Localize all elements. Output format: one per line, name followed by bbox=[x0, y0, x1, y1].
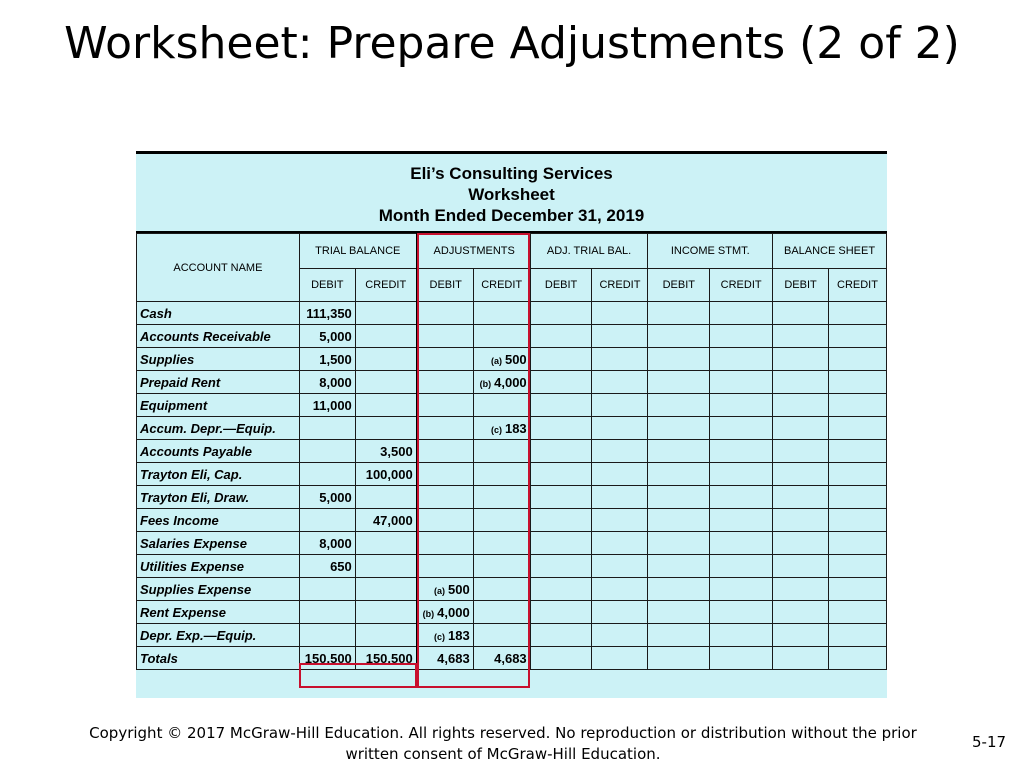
adj-debit-cell bbox=[417, 463, 473, 486]
adj-credit-cell bbox=[473, 601, 530, 624]
tb-debit-cell: 8,000 bbox=[299, 532, 355, 555]
adj-debit-cell bbox=[417, 624, 473, 647]
slide-title: Worksheet: Prepare Adjustments (2 of 2) bbox=[64, 18, 960, 69]
bs-credit-cell bbox=[828, 463, 886, 486]
atb-debit-cell bbox=[530, 440, 592, 463]
is-credit-cell bbox=[710, 647, 773, 670]
adj-debit-cell bbox=[417, 578, 473, 601]
trial-balance-header: TRIAL BALANCE bbox=[299, 234, 417, 269]
table-row bbox=[137, 532, 887, 555]
is-credit-cell bbox=[710, 302, 773, 325]
adj-debit-cell bbox=[417, 440, 473, 463]
tb-credit-cell bbox=[355, 486, 417, 509]
adj-credit-cell bbox=[473, 532, 530, 555]
atb-debit-cell bbox=[530, 348, 592, 371]
tb-debit-cell bbox=[299, 417, 355, 440]
account-name-cell: Prepaid Rent bbox=[137, 371, 300, 394]
account-name-cell: Trayton Eli, Cap. bbox=[137, 463, 300, 486]
tb-debit-header: DEBIT bbox=[299, 269, 355, 302]
worksheet-period: Month Ended December 31, 2019 bbox=[378, 206, 645, 225]
is-credit-cell bbox=[710, 578, 773, 601]
atb-debit-cell bbox=[530, 371, 592, 394]
atb-credit-cell bbox=[592, 624, 648, 647]
atb-debit-cell bbox=[530, 394, 592, 417]
adj-credit-cell bbox=[473, 348, 530, 371]
table-row bbox=[137, 601, 887, 624]
tb-credit-cell bbox=[355, 624, 417, 647]
tb-credit-cell: 100,000 bbox=[355, 463, 417, 486]
bs-credit-header: CREDIT bbox=[828, 269, 886, 302]
tb-credit-cell: 150,500 bbox=[355, 647, 417, 670]
atb-credit-cell bbox=[592, 394, 648, 417]
adjustment-letter: (c) bbox=[490, 424, 502, 435]
bs-debit-cell bbox=[773, 348, 829, 371]
bs-debit-cell bbox=[773, 624, 829, 647]
tb-debit-cell: 650 bbox=[299, 555, 355, 578]
is-credit-cell bbox=[710, 325, 773, 348]
bs-credit-cell bbox=[828, 601, 886, 624]
page-number: 5-17 bbox=[972, 733, 1007, 751]
is-debit-cell bbox=[648, 417, 710, 440]
is-debit-cell bbox=[648, 578, 710, 601]
adjustment-amount: 500 bbox=[504, 351, 527, 367]
adjustment-letter: (a) bbox=[490, 355, 502, 366]
atb-debit-cell bbox=[530, 532, 592, 555]
bs-credit-cell bbox=[828, 371, 886, 394]
adjustment-letter: (a) bbox=[434, 585, 445, 596]
adj-debit-cell bbox=[417, 486, 473, 509]
tb-credit-header: CREDIT bbox=[355, 269, 417, 302]
is-debit-cell bbox=[648, 463, 710, 486]
worksheet-title: Worksheet bbox=[468, 185, 555, 204]
is-credit-cell bbox=[710, 486, 773, 509]
is-credit-cell bbox=[710, 463, 773, 486]
table-row bbox=[137, 463, 887, 486]
bs-credit-cell bbox=[828, 509, 886, 532]
adj-trial-balance-header: ADJ. TRIAL BAL. bbox=[530, 234, 648, 269]
bs-debit-cell bbox=[773, 509, 829, 532]
is-credit-cell bbox=[710, 371, 773, 394]
adjustments-header: ADJUSTMENTS bbox=[417, 234, 530, 269]
tb-credit-cell bbox=[355, 578, 417, 601]
adj-debit-cell bbox=[417, 371, 473, 394]
is-debit-header: DEBIT bbox=[648, 269, 710, 302]
adj-credit-cell bbox=[473, 624, 530, 647]
adj-debit-cell bbox=[417, 555, 473, 578]
adj-debit-cell bbox=[417, 601, 473, 624]
account-name-cell: Depr. Exp.—Equip. bbox=[137, 624, 300, 647]
tb-debit-cell bbox=[299, 624, 355, 647]
bs-credit-cell bbox=[828, 348, 886, 371]
atb-debit-cell bbox=[530, 417, 592, 440]
header-row-groups bbox=[137, 234, 887, 269]
adjustment-amount: 183 bbox=[448, 627, 470, 643]
bs-debit-cell bbox=[773, 417, 829, 440]
is-debit-cell bbox=[648, 624, 710, 647]
is-debit-cell bbox=[648, 371, 710, 394]
tb-debit-cell: 150,500 bbox=[299, 647, 355, 670]
table-row bbox=[137, 348, 887, 371]
bs-credit-cell bbox=[828, 532, 886, 555]
adj-credit-cell bbox=[473, 509, 530, 532]
atb-credit-cell bbox=[592, 555, 648, 578]
adj-debit-cell bbox=[417, 348, 473, 371]
tb-credit-cell bbox=[355, 348, 417, 371]
tb-debit-cell bbox=[299, 601, 355, 624]
adjustment-amount: 4,683 bbox=[494, 650, 527, 666]
account-name-cell: Accounts Payable bbox=[137, 440, 300, 463]
adj-credit-cell bbox=[473, 394, 530, 417]
atb-credit-cell bbox=[592, 440, 648, 463]
is-credit-cell bbox=[710, 555, 773, 578]
table-row bbox=[137, 578, 887, 601]
bs-credit-cell bbox=[828, 486, 886, 509]
adj-debit-cell bbox=[417, 647, 473, 670]
bs-debit-cell bbox=[773, 578, 829, 601]
atb-credit-cell bbox=[592, 532, 648, 555]
account-name-cell: Equipment bbox=[137, 394, 300, 417]
atb-debit-cell bbox=[530, 302, 592, 325]
bs-credit-cell bbox=[828, 417, 886, 440]
bs-credit-cell bbox=[828, 394, 886, 417]
adj-debit-cell bbox=[417, 394, 473, 417]
is-debit-cell bbox=[648, 532, 710, 555]
worksheet-table bbox=[136, 233, 887, 670]
atb-debit-cell bbox=[530, 624, 592, 647]
adj-debit-header: DEBIT bbox=[417, 269, 473, 302]
adj-credit-cell bbox=[473, 463, 530, 486]
bs-credit-cell bbox=[828, 578, 886, 601]
adj-credit-cell bbox=[473, 325, 530, 348]
atb-credit-header: CREDIT bbox=[592, 269, 648, 302]
bs-debit-cell bbox=[773, 486, 829, 509]
bs-debit-cell bbox=[773, 647, 829, 670]
adj-debit-cell bbox=[417, 509, 473, 532]
account-name-cell: Supplies Expense bbox=[137, 578, 300, 601]
is-credit-cell bbox=[710, 532, 773, 555]
is-debit-cell bbox=[648, 601, 710, 624]
adj-credit-cell bbox=[473, 578, 530, 601]
tb-debit-cell: 1,500 bbox=[299, 348, 355, 371]
is-credit-cell bbox=[710, 440, 773, 463]
table-row bbox=[137, 302, 887, 325]
balance-sheet-header: BALANCE SHEET bbox=[773, 234, 887, 269]
adj-credit-cell bbox=[473, 555, 530, 578]
is-credit-cell bbox=[710, 348, 773, 371]
bs-credit-cell bbox=[828, 440, 886, 463]
atb-debit-cell bbox=[530, 578, 592, 601]
atb-credit-cell bbox=[592, 601, 648, 624]
tb-credit-cell bbox=[355, 325, 417, 348]
tb-credit-cell bbox=[355, 417, 417, 440]
bs-credit-cell bbox=[828, 555, 886, 578]
account-name-cell: Accounts Receivable bbox=[137, 325, 300, 348]
account-name-cell: Supplies bbox=[137, 348, 300, 371]
bs-credit-cell bbox=[828, 624, 886, 647]
adj-credit-header: CREDIT bbox=[473, 269, 530, 302]
tb-debit-cell: 5,000 bbox=[299, 486, 355, 509]
tb-debit-cell: 111,350 bbox=[299, 302, 355, 325]
is-debit-cell bbox=[648, 348, 710, 371]
income-statement-header: INCOME STMT. bbox=[648, 234, 773, 269]
adj-credit-cell bbox=[473, 440, 530, 463]
table-row bbox=[137, 394, 887, 417]
atb-debit-cell bbox=[530, 463, 592, 486]
tb-credit-cell bbox=[355, 302, 417, 325]
account-name-cell: Totals bbox=[137, 647, 300, 670]
bs-debit-cell bbox=[773, 325, 829, 348]
atb-credit-cell bbox=[592, 647, 648, 670]
atb-debit-cell bbox=[530, 325, 592, 348]
table-row bbox=[137, 486, 887, 509]
table-row bbox=[137, 555, 887, 578]
tb-credit-cell: 3,500 bbox=[355, 440, 417, 463]
adj-credit-cell bbox=[473, 647, 530, 670]
tb-debit-cell bbox=[299, 440, 355, 463]
adjustment-letter: (b) bbox=[422, 608, 435, 619]
company-name: Eli’s Consulting Services bbox=[410, 164, 613, 183]
atb-credit-cell bbox=[592, 348, 648, 371]
tb-debit-cell: 8,000 bbox=[299, 371, 355, 394]
is-debit-cell bbox=[648, 325, 710, 348]
atb-debit-cell bbox=[530, 601, 592, 624]
bs-credit-cell bbox=[828, 302, 886, 325]
adj-credit-cell bbox=[473, 371, 530, 394]
bs-credit-cell bbox=[828, 325, 886, 348]
adj-debit-cell bbox=[417, 302, 473, 325]
tb-debit-cell bbox=[299, 578, 355, 601]
tb-debit-cell bbox=[299, 463, 355, 486]
is-credit-cell bbox=[710, 509, 773, 532]
adjustment-amount: 500 bbox=[448, 581, 470, 597]
account-name-header: ACCOUNT NAME bbox=[137, 234, 300, 302]
adjustment-letter: (c) bbox=[434, 631, 445, 642]
table-row bbox=[137, 371, 887, 394]
atb-debit-cell bbox=[530, 486, 592, 509]
atb-credit-cell bbox=[592, 578, 648, 601]
atb-credit-cell bbox=[592, 486, 648, 509]
table-row bbox=[137, 624, 887, 647]
is-credit-cell bbox=[710, 417, 773, 440]
bs-debit-cell bbox=[773, 555, 829, 578]
is-credit-header: CREDIT bbox=[710, 269, 773, 302]
tb-debit-cell: 11,000 bbox=[299, 394, 355, 417]
account-name-cell: Salaries Expense bbox=[137, 532, 300, 555]
bs-credit-cell bbox=[828, 647, 886, 670]
tb-credit-cell bbox=[355, 555, 417, 578]
atb-debit-cell bbox=[530, 555, 592, 578]
is-credit-cell bbox=[710, 624, 773, 647]
adj-credit-cell bbox=[473, 417, 530, 440]
bs-debit-cell bbox=[773, 394, 829, 417]
is-debit-cell bbox=[648, 647, 710, 670]
atb-credit-cell bbox=[592, 302, 648, 325]
account-name-cell: Accum. Depr.—Equip. bbox=[137, 417, 300, 440]
table-row bbox=[137, 509, 887, 532]
adj-credit-cell bbox=[473, 486, 530, 509]
account-name-cell: Fees Income bbox=[137, 509, 300, 532]
adjustment-amount: 183 bbox=[504, 420, 527, 436]
worksheet bbox=[136, 151, 887, 698]
is-debit-cell bbox=[648, 394, 710, 417]
is-credit-cell bbox=[710, 394, 773, 417]
is-debit-cell bbox=[648, 440, 710, 463]
atb-credit-cell bbox=[592, 463, 648, 486]
tb-debit-cell: 5,000 bbox=[299, 325, 355, 348]
atb-debit-cell bbox=[530, 647, 592, 670]
atb-credit-cell bbox=[592, 417, 648, 440]
adjustment-letter: (b) bbox=[479, 378, 492, 389]
account-name-cell: Utilities Expense bbox=[137, 555, 300, 578]
adj-credit-cell bbox=[473, 302, 530, 325]
is-debit-cell bbox=[648, 509, 710, 532]
bs-debit-header: DEBIT bbox=[773, 269, 829, 302]
table-row bbox=[137, 647, 887, 670]
tb-credit-cell bbox=[355, 394, 417, 417]
bs-debit-cell bbox=[773, 532, 829, 555]
account-name-cell: Rent Expense bbox=[137, 601, 300, 624]
adj-debit-cell bbox=[417, 325, 473, 348]
adj-debit-cell bbox=[417, 532, 473, 555]
account-name-cell: Cash bbox=[137, 302, 300, 325]
tb-debit-cell bbox=[299, 509, 355, 532]
tb-credit-cell: 47,000 bbox=[355, 509, 417, 532]
copyright-notice: Copyright © 2017 McGraw-Hill Education. All rights reserved. No reproduction or distribution without the prior written consent of McGraw-Hill Education. bbox=[89, 724, 917, 763]
table-row bbox=[137, 440, 887, 463]
bs-debit-cell bbox=[773, 371, 829, 394]
bs-debit-cell bbox=[773, 601, 829, 624]
atb-debit-cell bbox=[530, 509, 592, 532]
atb-credit-cell bbox=[592, 325, 648, 348]
atb-credit-cell bbox=[592, 371, 648, 394]
atb-debit-header: DEBIT bbox=[530, 269, 592, 302]
adjustment-amount: 4,683 bbox=[437, 650, 470, 666]
bs-debit-cell bbox=[773, 302, 829, 325]
tb-credit-cell bbox=[355, 532, 417, 555]
worksheet-heading bbox=[136, 151, 887, 233]
adj-debit-cell bbox=[417, 417, 473, 440]
bs-debit-cell bbox=[773, 463, 829, 486]
tb-credit-cell bbox=[355, 371, 417, 394]
is-debit-cell bbox=[648, 486, 710, 509]
table-row bbox=[137, 325, 887, 348]
account-name-cell: Trayton Eli, Draw. bbox=[137, 486, 300, 509]
bs-debit-cell bbox=[773, 440, 829, 463]
tb-credit-cell bbox=[355, 601, 417, 624]
is-debit-cell bbox=[648, 302, 710, 325]
is-debit-cell bbox=[648, 555, 710, 578]
adjustment-amount: 4,000 bbox=[437, 604, 470, 620]
table-row bbox=[137, 417, 887, 440]
atb-credit-cell bbox=[592, 509, 648, 532]
is-credit-cell bbox=[710, 601, 773, 624]
adjustment-amount: 4,000 bbox=[494, 374, 527, 390]
